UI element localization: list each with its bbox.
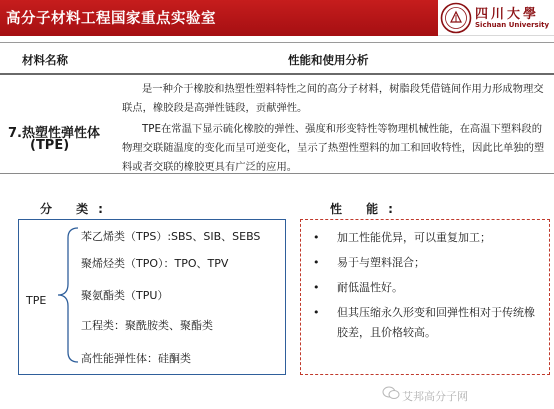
description-paragraph-2: TPE在常温下显示硫化橡胶的弹性、强度和形变特性等物理机械性能，在高温下塑料段的物理交联随温度的变化而呈可逆变化，呈示了热塑性塑料的加工和回收特性，因此比单独的塑料或者交联的橡胶更具有广泛的应用。	[122, 123, 545, 173]
property-item	[313, 253, 543, 273]
bullet-icon: •	[313, 306, 320, 319]
material-table	[0, 40, 554, 176]
university-seal-icon	[440, 2, 472, 34]
classification-root: TPE	[26, 294, 47, 307]
classification-item: 工程类：聚酰胺类、聚酯类	[81, 319, 213, 332]
property-text: 易于与塑料混合；	[337, 256, 425, 269]
bullet-icon: •	[313, 281, 320, 294]
description-paragraph-1: 是一种介于橡胶和热塑性塑料特性之间的高分子材料，树脂段凭借链间作用力形成物理交联点，橡胶段是高弹性链段，贡献弹性。	[122, 83, 544, 114]
property-item	[313, 228, 543, 248]
lab-title: 高分子材料工程国家重点实验室	[6, 11, 216, 27]
property-text: 但其压缩永久形变和回弹性相对于传统橡胶差，且价格较高。	[337, 306, 535, 339]
property-text: 耐低温性好。	[337, 281, 403, 294]
classification-item: 聚烯烃类（TPO）：TPO、TPV	[81, 257, 229, 270]
properties-title: 性 能:	[330, 202, 403, 216]
university-name-cn: 四川大學	[475, 7, 540, 22]
material-abbr: (TPE)	[30, 138, 70, 153]
wechat-icon	[382, 386, 400, 400]
table-bottom-rule	[0, 173, 554, 174]
classification-item: 高性能弹性体：硅酮类	[81, 352, 191, 365]
bullet-icon: •	[313, 256, 320, 269]
bullet-icon: •	[313, 231, 320, 244]
header-bar	[0, 0, 554, 36]
classification-item: 苯乙烯类（TPS）:SBS、SIB、SEBS	[81, 230, 261, 243]
university-logo	[438, 0, 554, 36]
classification-item: 聚氨酯类（TPU）	[81, 289, 169, 302]
brace-icon	[56, 226, 80, 364]
column-header-material: 材料名称	[22, 53, 68, 67]
university-name-en: Sichuan University	[475, 21, 550, 29]
material-name: 7.热塑性弹性体	[8, 126, 100, 141]
property-text: 加工性能优异，可以重复加工；	[337, 231, 491, 244]
property-item	[313, 278, 543, 298]
property-item	[313, 303, 543, 343]
properties-box	[300, 219, 550, 375]
table-top-rule	[0, 42, 554, 43]
watermark: 艾邦高分子网	[402, 390, 468, 403]
classification-box	[18, 219, 286, 375]
classification-title: 分 类:	[40, 202, 113, 216]
column-header-analysis: 性能和使用分析	[288, 53, 369, 67]
table-header-rule	[0, 73, 554, 75]
